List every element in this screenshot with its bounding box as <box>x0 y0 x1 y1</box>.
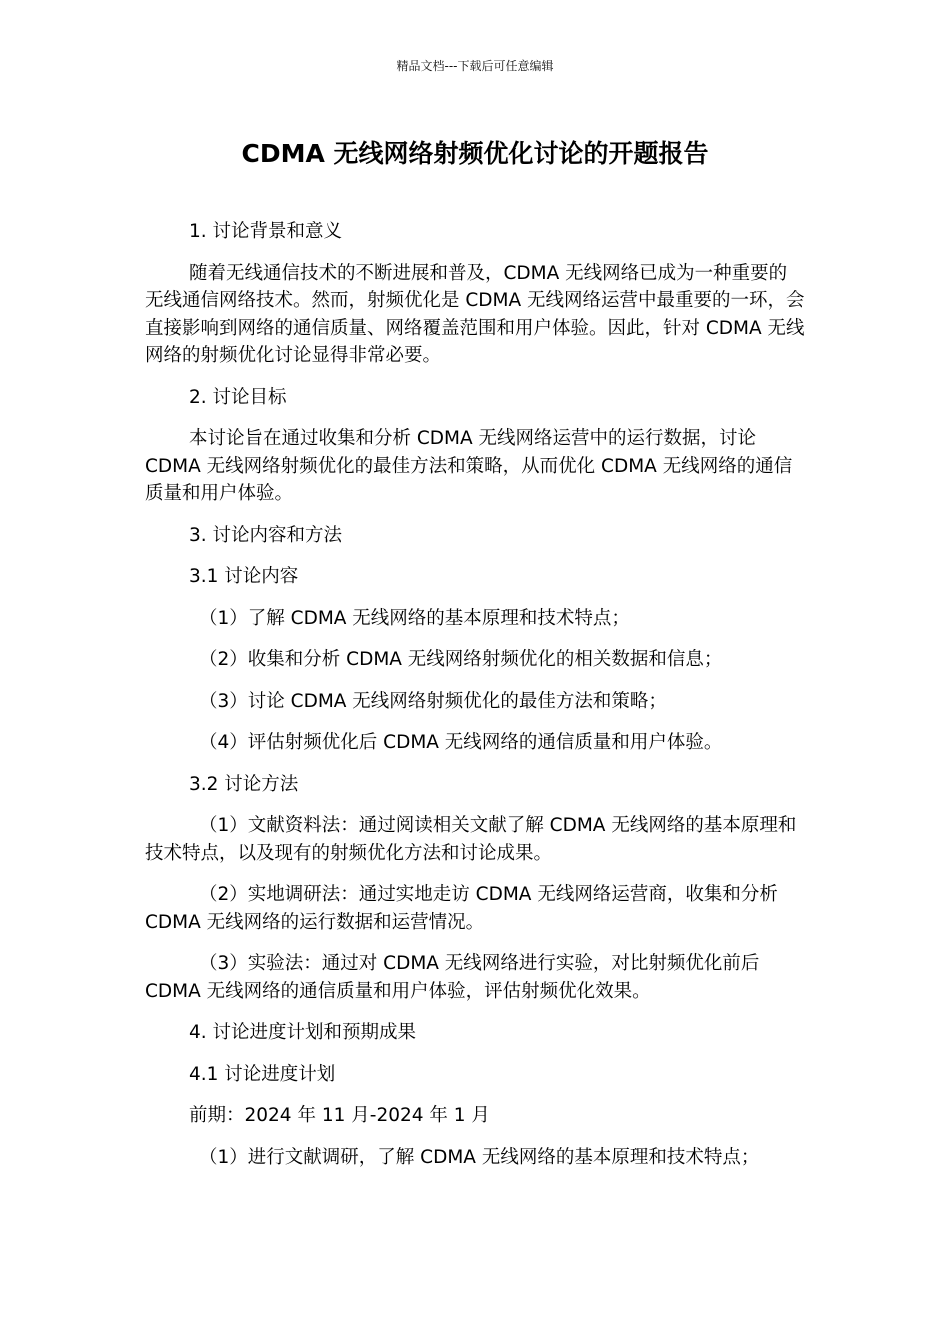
list-item: （2）收集和分析 CDMA 无线网络射频优化的相关数据和信息； <box>199 649 723 670</box>
header-note: 精品文档---下载后可任意编辑 <box>396 59 554 73</box>
list-item: （1）进行文献调研，了解 CDMA 无线网络的基本原理和技术特点； <box>199 1146 760 1168</box>
list-item: （3）实验法：通过对 CDMA 无线网络进行实验，对比射频优化前后 CDMA 无线网络的通信质量和用户体验，评估射频优化效果。 <box>145 953 760 1002</box>
document-body <box>145 218 805 1185</box>
list-item: （1）文献资料法：通过阅读相关文献了解 CDMA 无线网络的基本原理和技术特点，以及现有的射频优化方法和讨论成果。 <box>145 815 797 864</box>
subsection-heading-schedule: 4.1 讨论进度计划 <box>189 1063 336 1085</box>
section-heading-background: 1. 讨论背景和意义 <box>189 221 343 242</box>
subsection-heading-content: 3.1 讨论内容 <box>189 566 299 587</box>
subsection-heading-method: 3.2 讨论方法 <box>189 773 299 795</box>
list-item: （4）评估射频优化后 CDMA 无线网络的通信质量和用户体验。 <box>199 732 723 753</box>
list-item: （2）实地调研法：通过实地走访 CDMA 无线网络运营商，收集和分析 CDMA 无线网络的运行数据和运营情况。 <box>145 884 778 933</box>
schedule-phase: 前期：2024 年 11 月-2024 年 1 月 <box>189 1105 490 1126</box>
paragraph-goal: 本讨论旨在通过收集和分析 CDMA 无线网络运营中的运行数据，讨论 CDMA 无线网络射频优化的最佳方法和策略，从而优化 CDMA 无线网络的通信质量和用户体验。 <box>145 428 793 504</box>
list-item: （3）讨论 CDMA 无线网络射频优化的最佳方法和策略； <box>199 690 667 712</box>
paragraph-background: 随着无线通信技术的不断进展和普及，CDMA 无线网络已成为一种重要的无线通信网络技术。然而，射频优化是 CDMA 无线网络运营中最重要的一环，会直接影响到网络的通信质量、网络覆盖范围和用户体验。因此，针对 CDMA 无线网络的射频优化讨论显得非常必要。 <box>145 262 805 366</box>
section-heading-content-method: 3. 讨论内容和方法 <box>189 524 343 546</box>
section-heading-schedule: 4. 讨论进度计划和预期成果 <box>189 1022 417 1043</box>
document-title: CDMA 无线网络射频优化讨论的开题报告 <box>241 139 709 168</box>
section-heading-goal: 2. 讨论目标 <box>189 386 287 408</box>
list-item: （1）了解 CDMA 无线网络的基本原理和技术特点； <box>199 607 630 629</box>
